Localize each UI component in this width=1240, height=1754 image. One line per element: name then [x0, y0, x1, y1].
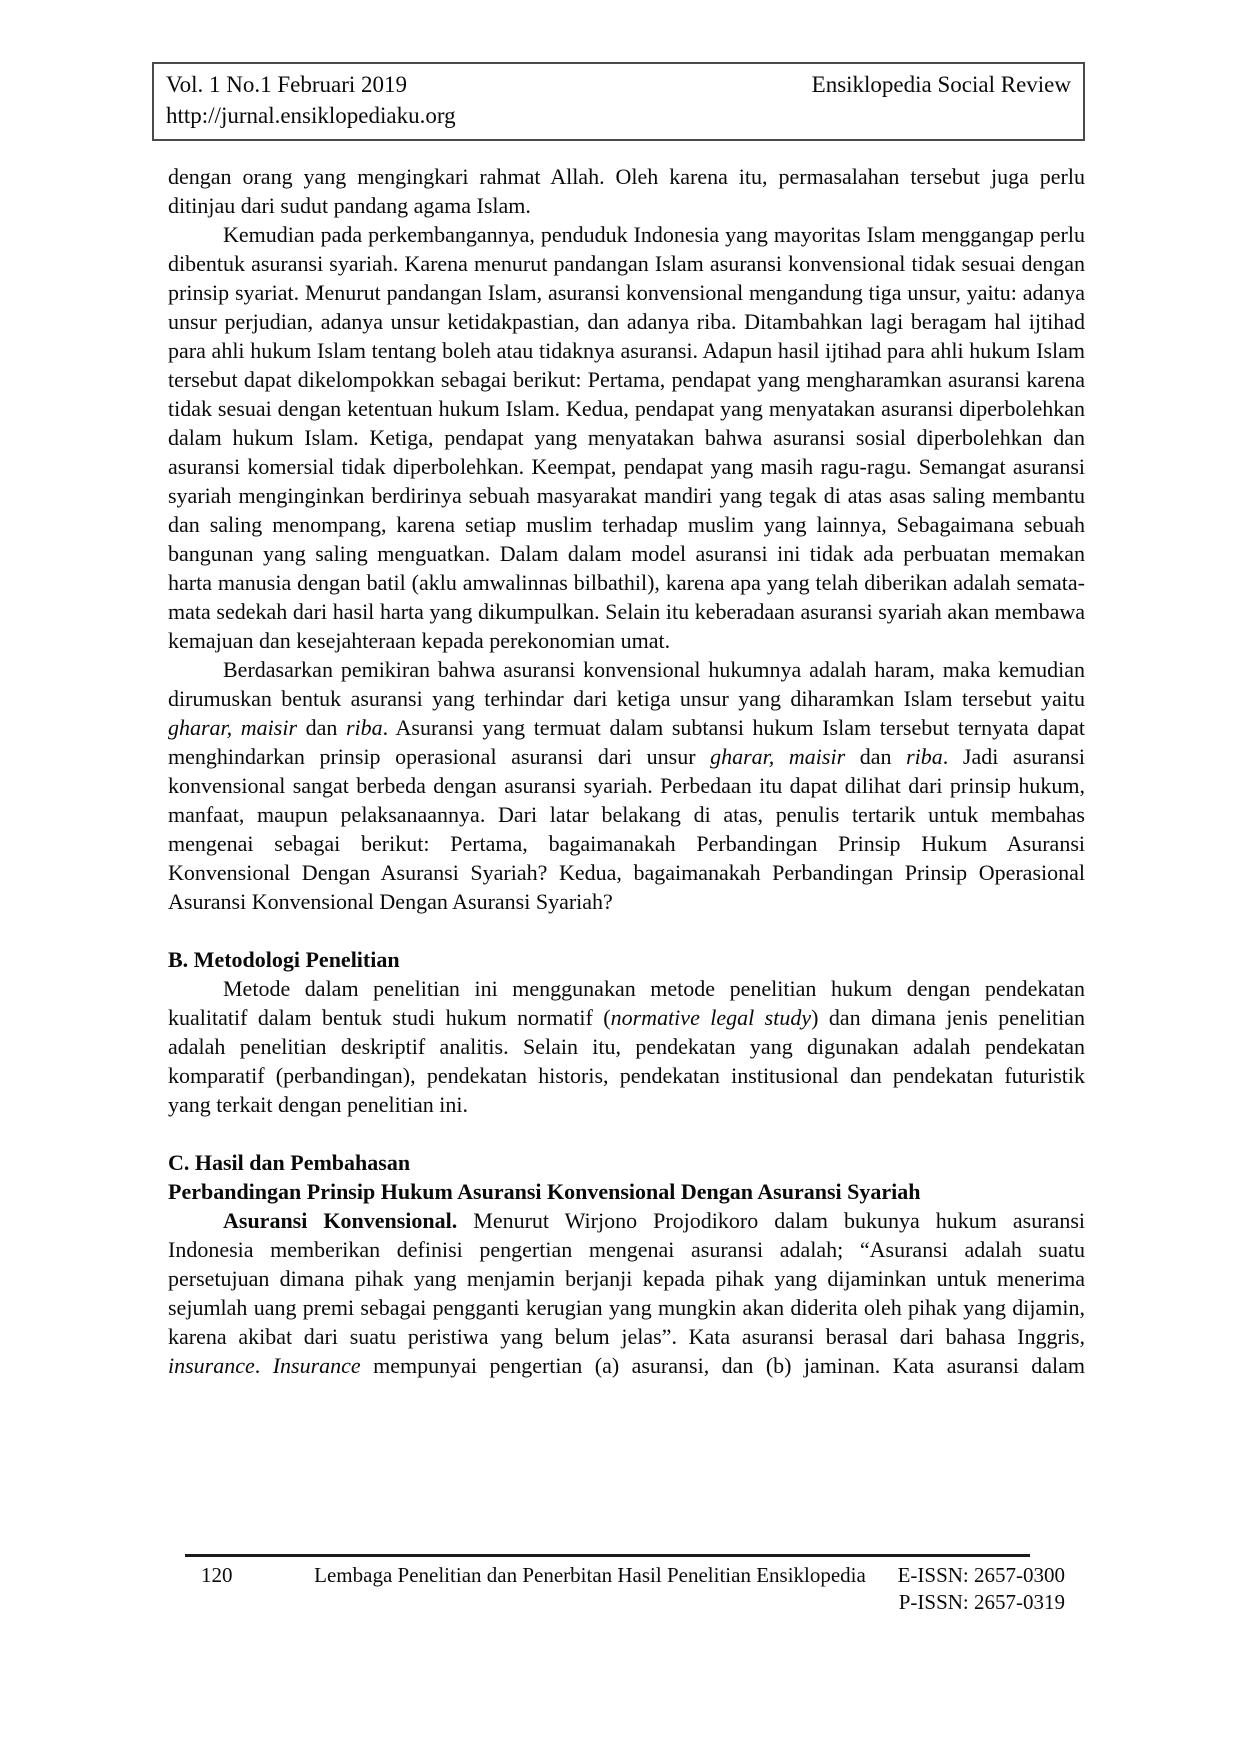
paragraph-metode: Metode dalam penelitian ini menggunakan metode penelitian hukum dengan pendekatan kualitatif dalam bentuk studi hukum normatif (normative legal study) dan dimana jenis penelitian adalah penelitian deskriptif analitis. Selain itu, pendekatan yang digunakan adalah pendekatan komparatif (perbandingan), pendekatan historis, pendekatan institusional dan pendekatan futuristik yang terkait dengan penelitian ini.	[168, 976, 1085, 1117]
section-heading-hasil: C. Hasil dan Pembahasan	[168, 1150, 411, 1175]
publisher-name: Lembaga Penelitian dan Penerbitan Hasil Penelitian Ensiklopedia	[314, 1563, 866, 1587]
p-issn: P-ISSN: 2657-0319	[898, 1590, 1065, 1614]
paragraph-continuation: dengan orang yang mengingkari rahmat Allah. Oleh karena itu, permasalahan tersebut juga perlu ditinjau dari sudut pandang agama Islam.	[168, 164, 1085, 218]
page-footer	[185, 1554, 1065, 1616]
subsection-heading-perbandingan: Perbandingan Prinsip Hukum Asuransi Konvensional Dengan Asuransi Syariah	[168, 1179, 921, 1204]
paragraph-perkembangan: Kemudian pada perkembangannya, penduduk Indonesia yang mayoritas Islam menggangap perlu dibentuk asuransi syariah. Karena menurut pandangan Islam asuransi konvensional tidak sesuai dengan prinsip syariat. Menurut pandangan Islam, asuransi konvensional mengandung tiga unsur, yaitu: adanya unsur perjudian, adanya unsur ketidakpastian, dan adanya riba. Ditambahkan lagi beragam hal ijtihad para ahli hukum Islam tentang boleh atau tidaknya asuransi. Adapun hasil ijtihad para ahli hukum Islam tersebut dapat dikelompokkan sebagai berikut: Pertama, pendapat yang mengharamkan asuransi karena tidak sesuai dengan ketentuan hukum Islam. Kedua, pendapat yang menyatakan asuransi diperbolehkan dalam hukum Islam. Ketiga, pendapat yang menyatakan bahwa asuransi sosial diperbolehkan dan asuransi komersial tidak diperbolehkan. Keempat, pendapat yang masih ragu-ragu. Semangat asuransi syariah menginginkan berdirinya sebuah masyarakat mandiri yang tegak di atas asas saling membantu dan saling menompang, karena setiap muslim terhadap muslim yang lainnya, Sebagaimana sebuah bangunan yang saling menguatkan. Dalam dalam model asuransi ini tidak ada perbuatan memakan harta manusia dengan batil (aklu amwalinnas bilbathil), karena apa yang telah diberikan adalah semata-mata sedekah dari hasil harta yang dikumpulkan. Selain itu keberadaan asuransi syariah akan membawa kemajuan dan kesejahteraan kepada perekonomian umat.	[168, 222, 1085, 653]
paragraph-asuransi-konvensional: Asuransi Konvensional. Menurut Wirjono Projodikoro dalam bukunya hukum asuransi Indonesia memberikan definisi pengertian mengenai asuransi adalah; “Asuransi adalah suatu persetujuan dimana pihak yang menjamin berjanji kepada pihak yang dijaminkan untuk menerima sejumlah uang premi sebagai pengganti kerugian yang mungkin akan diderita oleh pihak yang dijamin, karena akibat dari suatu peristiwa yang belum jelas”. Kata asuransi berasal dari bahasa Inggris, insurance. Insurance mempunyai pengertian (a) asuransi, dan (b) jaminan. Kata asuransi dalam	[168, 1208, 1085, 1378]
footer-row	[185, 1562, 1065, 1616]
journal-url-link[interactable]: http://jurnal.ensiklopediaku.org	[166, 103, 456, 128]
footer-divider	[185, 1554, 1030, 1557]
section-heading-metodologi: B. Metodologi Penelitian	[168, 947, 400, 972]
e-issn: E-ISSN: 2657-0300	[897, 1563, 1065, 1587]
header-row-bottom	[166, 100, 1071, 131]
issn-block	[885, 1562, 1065, 1616]
header-row-top	[166, 69, 1071, 100]
journal-title: Ensiklopedia Social Review	[811, 72, 1071, 97]
journal-header-box	[152, 62, 1085, 141]
paragraph-berdasarkan-pemikiran: Berdasarkan pemikiran bahwa asuransi konvensional hukumnya adalah haram, maka kemudian dirumuskan bentuk asuransi yang terhindar dari ketiga unsur yang diharamkan Islam tersebut yaitu gharar, maisir dan riba. Asuransi yang termuat dalam subtansi hukum Islam tersebut ternyata dapat menghindarkan prinsip operasional asuransi dari unsur gharar, maisir dan riba. Jadi asuransi konvensional sangat berbeda dengan asuransi syariah. Perbedaan itu dapat dilihat dari prinsip hukum, manfaat, maupun pelaksanaannya. Dari latar belakang di atas, penulis tertarik untuk membahas mengenai sebagai berikut: Pertama, bagaimanakah Perbandingan Prinsip Hukum Asuransi Konvensional Dengan Asuransi Syariah? Kedua, bagaimanakah Perbandingan Prinsip Operasional Asuransi Konvensional Dengan Asuransi Syariah?	[168, 657, 1086, 914]
page-number: 120	[201, 1563, 233, 1587]
article-body	[168, 162, 1085, 1380]
volume-issue-date: Vol. 1 No.1 Februari 2019	[166, 72, 408, 97]
